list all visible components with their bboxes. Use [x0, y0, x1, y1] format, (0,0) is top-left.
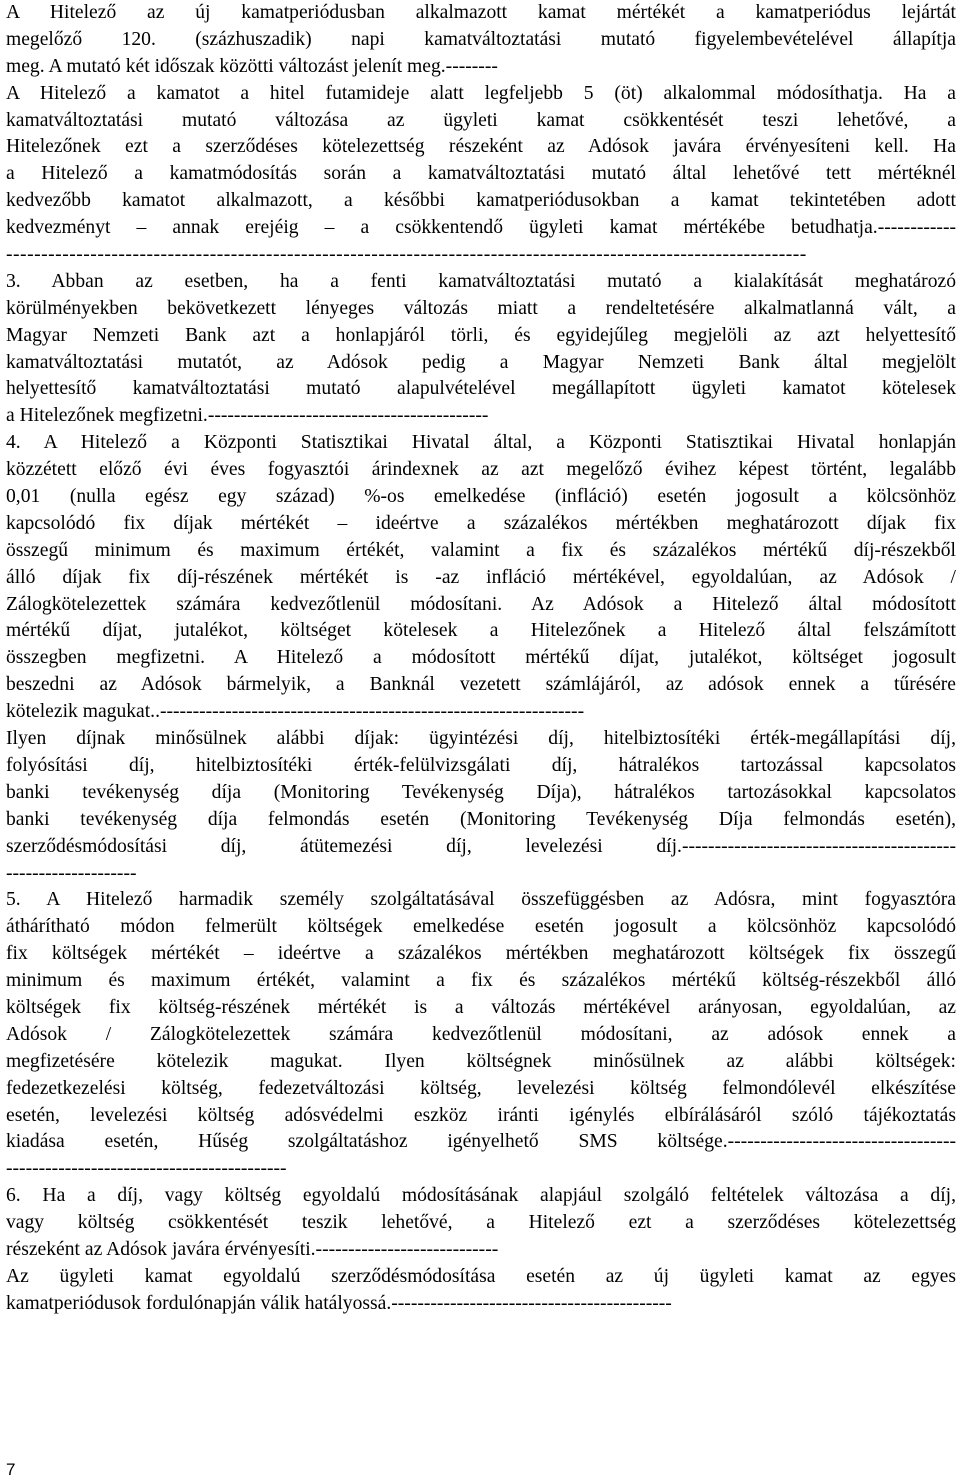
- document-page: [6, 0, 956, 1318]
- text-line: A Hitelező a kamatot a hitel futamideje alatt legfeljebb 5 (öt) alkalommal módosíthatja. Ha a: [6, 82, 956, 104]
- document-body: [6, 0, 956, 1318]
- text-line: --------------------: [6, 862, 137, 884]
- text-line: kötelezik magukat..-----------------------------------------------------------------: [6, 701, 585, 723]
- text-line: szerződésmódosítási díj, átütemezési díj, levelezési díj.------------------------------------------: [6, 835, 956, 857]
- text-line: 0,01 (nulla egész egy század) %-os emelkedése (infláció) esetén jogosult a kölcsönhöz: [6, 486, 956, 508]
- text-line: fedezetkezelési költség, fedezetváltozási költség, levelezési költség felmondólevél elkészítése: [6, 1077, 956, 1099]
- text-line: vagy költség csökkentését teszik lehetővé, a Hitelező ezt a szerződéses kötelezettség: [6, 1212, 956, 1234]
- text-line: Zálogkötelezettek számára kedvezőtlenül módosítani. Az Adósok a Hitelező által módosított: [6, 593, 956, 615]
- text-line: körülményekben bekövetkezett lényeges változás miatt a rendeltetésére alkalmatlanná vált, a: [6, 297, 956, 319]
- text-line: megfizetésére kötelezik magukat. Ilyen költségnek minősülnek az alábbi költségek:: [6, 1050, 956, 1072]
- text-line: beszedni az Adósok bármelyik, a Banknál vezetett számlájáról, az adósok ennek a tűrésére: [6, 674, 956, 696]
- text-line: 5. A Hitelező harmadik személy szolgáltatásával összefüggésben az Adósra, mint fogyasztóra: [6, 889, 956, 911]
- text-line: kamatváltoztatási mutatót, az Adósok pedig a Magyar Nemzeti Bank által megjelölt: [6, 351, 956, 373]
- text-line: a Hitelező a kamatmódosítás során a kamatváltoztatási mutató által lehetővé tett mértéknél: [6, 163, 956, 185]
- text-line: részeként az Adósok javára érvényesíti.----------------------------: [6, 1238, 499, 1260]
- text-line: kedvezőbb kamatot alkalmazott, a későbbi kamatperiódusokban a kamat tekintetében adott: [6, 190, 956, 212]
- text-line: áthárítható módon felmerült költségek emelkedése esetén jogosult a kölcsönhöz kapcsolódó: [6, 916, 956, 938]
- text-line: Magyar Nemzeti Bank azt a honlapjáról törli, és egyidejűleg megjelöli az azt helyettesítő: [6, 324, 956, 346]
- text-line: folyósítási díj, hitelbiztosítéki érték-felülvizsgálati díj, hátralékos tartozással kapcsolatos: [6, 754, 956, 776]
- text-line: Adósok / Zálogkötelezettek számára kedvezőtlenül módosítani, az adósok ennek a: [6, 1023, 956, 1045]
- text-line: fix költségek mértékét – ideértve a százalékos mértékben meghatározott költségek fix összegű: [6, 943, 956, 965]
- text-line: esetén, levelezési költség adósvédelmi eszköz iránti igénylés elbírálásáról szóló tájékoztatás: [6, 1104, 956, 1126]
- text-line: helyettesítő kamatváltoztatási mutató alapulvételével megállapított ügyleti kamatot kötelesek: [6, 378, 956, 400]
- text-line: összegben megfizetni. A Hitelező a módosított mértékű díjat, jutalékot, költséget jogosult: [6, 647, 956, 669]
- text-line: kiadása esetén, Hűség szolgáltatáshoz igényelhető SMS költsége.-----------------------------------: [6, 1131, 956, 1153]
- text-line: minimum és maximum értékét, valamint a fix és százalékos mértékű költség-részekből álló: [6, 970, 956, 992]
- text-line: közzétett előző évi éves fogyasztói árindexnek az azt megelőző évihez képest történt, legalább: [6, 459, 956, 481]
- text-line: álló díjak fix díj-részének mértékét is -az infláció mértékével, egyoldalúan, az Adósok /: [6, 566, 956, 588]
- text-line: a Hitelezőnek megfizetni.-------------------------------------------: [6, 405, 489, 427]
- text-line: Ilyen díjnak minősülnek alábbi díjak: ügyintézési díj, hitelbiztosítéki érték-megállapítási díj,: [6, 728, 956, 750]
- text-line: mértékű díjat, jutalékot, költséget kötelesek a Hitelezőnek a Hitelező által felszámított: [6, 620, 956, 642]
- text-line: banki tevékenység díja felmondás esetén (Monitoring Tevékenység Díja felmondás esetén),: [6, 808, 956, 830]
- text-line: megelőző 120. (százhuszadik) napi kamatváltoztatási mutató figyelembevételével állapítja: [6, 28, 956, 50]
- text-line: kamatperiódusok fordulónapján válik hatályossá.-------------------------------------------: [6, 1292, 672, 1314]
- text-line: 6. Ha a díj, vagy költség egyoldalú módosításának alapjául szolgáló feltételek változása a díj,: [6, 1185, 956, 1207]
- text-line: Hitelezőnek ezt a szerződéses kötelezettség részeként az Adósok javára érvényesíteni kell. Ha: [6, 136, 956, 158]
- text-line: A Hitelező az új kamatperiódusban alkalmazott kamat mértékét a kamatperiódus lejártát: [6, 2, 956, 23]
- text-line: ------------------------------------------------------------------------------------------------------------------: [6, 244, 807, 266]
- text-line: banki tevékenység díja (Monitoring Tevékenység Díja), hátralékos tartozásokkal kapcsolatos: [6, 781, 956, 803]
- text-line: összegű minimum és maximum értékét, valamint a fix és százalékos mértékű díj-részekből: [6, 539, 956, 561]
- text-line: 4. A Hitelező a Központi Statisztikai Hivatal által, a Központi Statisztikai Hivatal honlapján: [6, 432, 956, 454]
- page-number: 7: [6, 1460, 16, 1479]
- text-line: Az ügyleti kamat egyoldalú szerződésmódosítása esetén az új ügyleti kamat az egyes: [6, 1265, 956, 1287]
- text-line: -------------------------------------------: [6, 1158, 287, 1180]
- text-line: kamatváltoztatási mutató változása az ügyleti kamat csökkentését teszi lehetővé, a: [6, 109, 956, 131]
- text-line: meg. A mutató két időszak közötti változást jelenít meg.--------: [6, 55, 498, 77]
- text-line: kapcsolódó fix díjak mértékét – ideértve a százalékos mértékben meghatározott díjak fix: [6, 512, 956, 534]
- text-line: kedvezményt – annak erejéig – a csökkentendő ügyleti kamat mértékébe betudhatja.------------: [6, 217, 956, 239]
- text-line: 3. Abban az esetben, ha a fenti kamatváltoztatási mutató a kialakítását meghatározó: [6, 270, 956, 292]
- text-line: költségek fix költség-részének mértékét is a változás mértékével arányosan, egyoldalúan, az: [6, 996, 956, 1018]
